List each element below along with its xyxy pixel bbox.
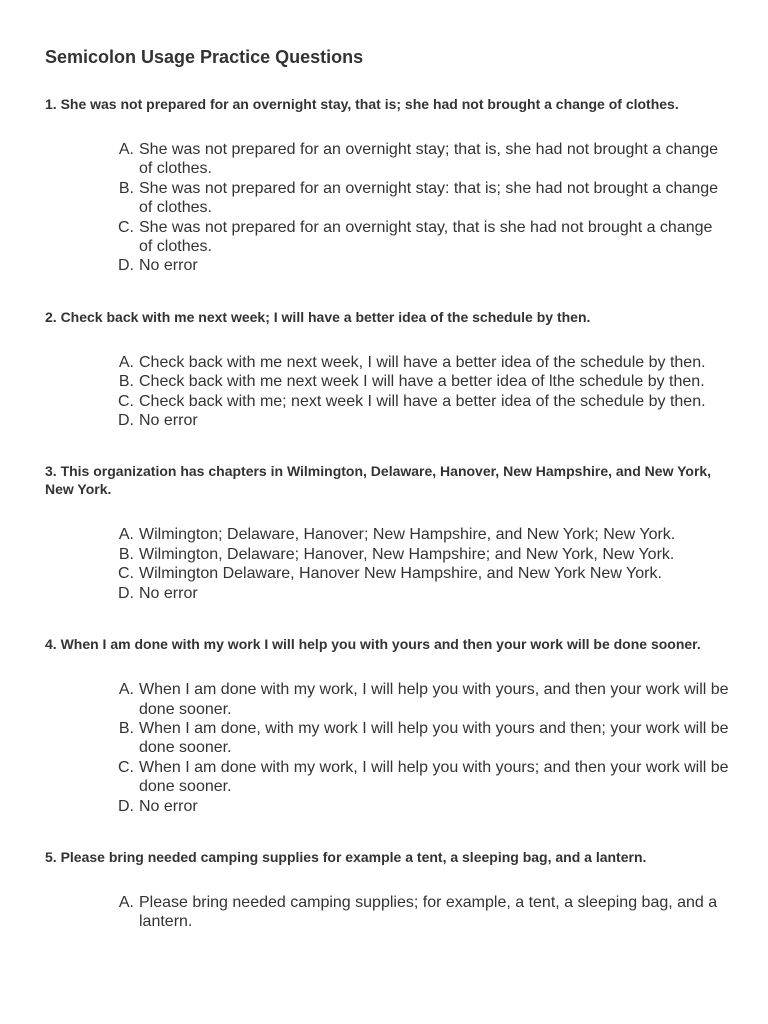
answer-options [45,680,735,816]
answer-option-c [45,218,735,257]
question-stem: 1. She was not prepared for an overnight stay, that is; she had not brought a change of clothes. [45,96,679,112]
option-text: No error [139,797,198,815]
answer-option-a [45,680,735,719]
answer-option-b [45,372,735,391]
answer-option-a [45,525,735,544]
question-stem: 3. This organization has chapters in Wilmington, Delaware, Hanover, New Hampshire, and New York, New York. [45,463,712,498]
question-1 [45,95,735,276]
option-letter: B. [118,373,134,391]
option-text: When I am done with my work, I will help you with yours, and then your work will be done sooner. [139,681,729,718]
answer-option-a [45,353,735,372]
option-text: No error [139,257,198,275]
option-letter: B. [118,719,134,737]
answer-option-d [45,584,735,603]
answer-option-c [45,392,735,411]
option-text: No error [139,412,198,430]
option-text: Check back with me next week I will have a better idea of lthe schedule by then. [139,373,705,391]
option-letter: B. [118,545,134,563]
option-text: When I am done, with my work I will help you with yours and then; your work will be done sooner. [139,719,729,757]
answer-options [45,893,735,932]
option-letter: A. [118,681,134,699]
option-text: Please bring needed camping supplies; for example, a tent, a sleeping bag, and a lantern. [139,893,718,931]
option-letter: C. [118,392,134,410]
option-letter: A. [118,526,134,544]
answer-option-c [45,564,735,583]
answer-option-b [45,719,735,758]
option-letter: A. [118,353,134,371]
question-3 [45,462,735,603]
question-2 [45,308,735,431]
answer-option-b [45,179,735,218]
page-title: Semicolon Usage Practice Questions [45,47,364,67]
answer-options [45,140,735,276]
answer-option-a [45,893,735,932]
answer-options [45,525,735,603]
question-stem: 4. When I am done with my work I will help you with yours and then your work will be done sooner. [45,636,701,653]
option-text: When I am done with my work, I will help you with yours; and then your work will be done sooner. [139,758,729,796]
option-text: Wilmington; Delaware, Hanover; New Hampshire, and New York; New York. [139,526,676,544]
answer-option-c [45,758,735,797]
option-letter: D. [118,412,134,430]
question-4 [45,635,735,816]
option-letter: D. [118,584,134,602]
answer-option-d [45,797,735,816]
option-letter: C. [118,565,134,583]
option-text: Wilmington Delaware, Hanover New Hampshire, and New York New York. [139,565,662,583]
option-letter: B. [118,179,134,197]
answer-options [45,353,735,431]
option-letter: D. [118,797,134,815]
option-letter: C. [118,758,134,776]
document-page [45,46,735,964]
answer-option-b [45,545,735,564]
option-letter: C. [118,218,134,236]
option-letter: D. [118,257,134,275]
option-letter: A. [118,893,134,911]
option-letter: A. [118,141,134,158]
option-text: No error [139,584,198,602]
question-stem: 2. Check back with me next week; I will have a better idea of the schedule by then. [45,308,591,325]
question-5 [45,848,735,932]
option-text: Check back with me next week, I will have a better idea of the schedule by then. [139,353,706,371]
option-text: Wilmington, Delaware; Hanover, New Hampshire; and New York, New York. [139,545,675,563]
option-text: She was not prepared for an overnight stay: that is; she had not brought a change of clothes. [139,179,719,217]
option-text: She was not prepared for an overnight stay; that is, she had not brought a change of clothes. [139,141,719,178]
answer-option-d [45,411,735,430]
answer-option-d [45,256,735,275]
answer-option-a [45,140,735,179]
option-text: Check back with me; next week I will have a better idea of the schedule by then. [139,392,706,410]
question-stem: 5. Please bring needed camping supplies for example a tent, a sleeping bag, and a lantern. [45,848,647,865]
option-text: She was not prepared for an overnight stay, that is she had not brought a change of clothes. [139,218,713,256]
